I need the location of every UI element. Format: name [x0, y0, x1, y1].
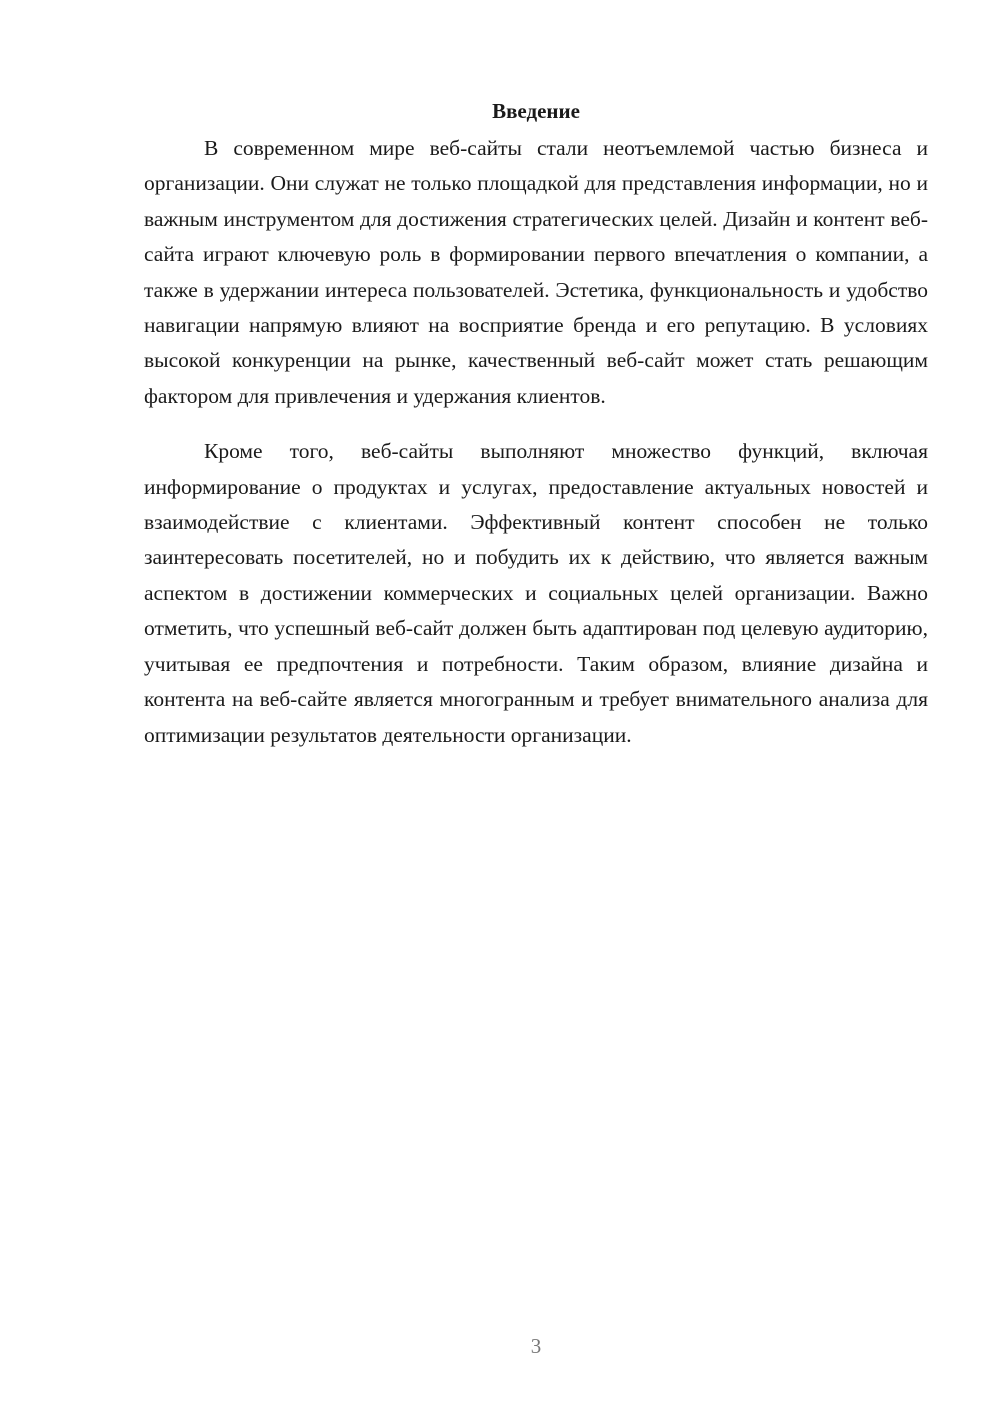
section-title: Введение [492, 99, 580, 123]
paragraph-1: В современном мире веб-сайты стали неотъемлемой частью бизнеса и организации. Они служат не только площадкой для представления информации, но и важным инструментом для достижения стратегических целей. Дизайн и контент веб-сайта играют ключевую роль в формировании первого впечатления о компании, а также в удержании интереса пользователей. Эстетика, функциональность и удобство навигации напрямую влияют на восприятие бренда и его репутацию. В условиях высокой конкуренции на рынке, качественный веб-сайт может стать решающим фактором для привлечения и удержания клиентов. [144, 136, 928, 408]
document-body [144, 95, 928, 753]
page-number: 3 [530, 1334, 542, 1358]
paragraph-2: Кроме того, веб-сайты выполняют множество функций, включая информирование о продуктах и услугах, предоставление актуальных новостей и взаимодействие с клиентами. Эффективный контент способен не только заинтересовать посетителей, но и побудить их к действию, что является важным аспектом в достижении коммерческих и социальных целей организации. Важно отметить, что успешный веб-сайт должен быть адаптирован под целевую аудиторию, учитывая ее предпочтения и потребности. Таким образом, влияние дизайна и контента на веб-сайте является многогранным и требует внимательного анализа для оптимизации результатов деятельности организации. [144, 439, 928, 747]
